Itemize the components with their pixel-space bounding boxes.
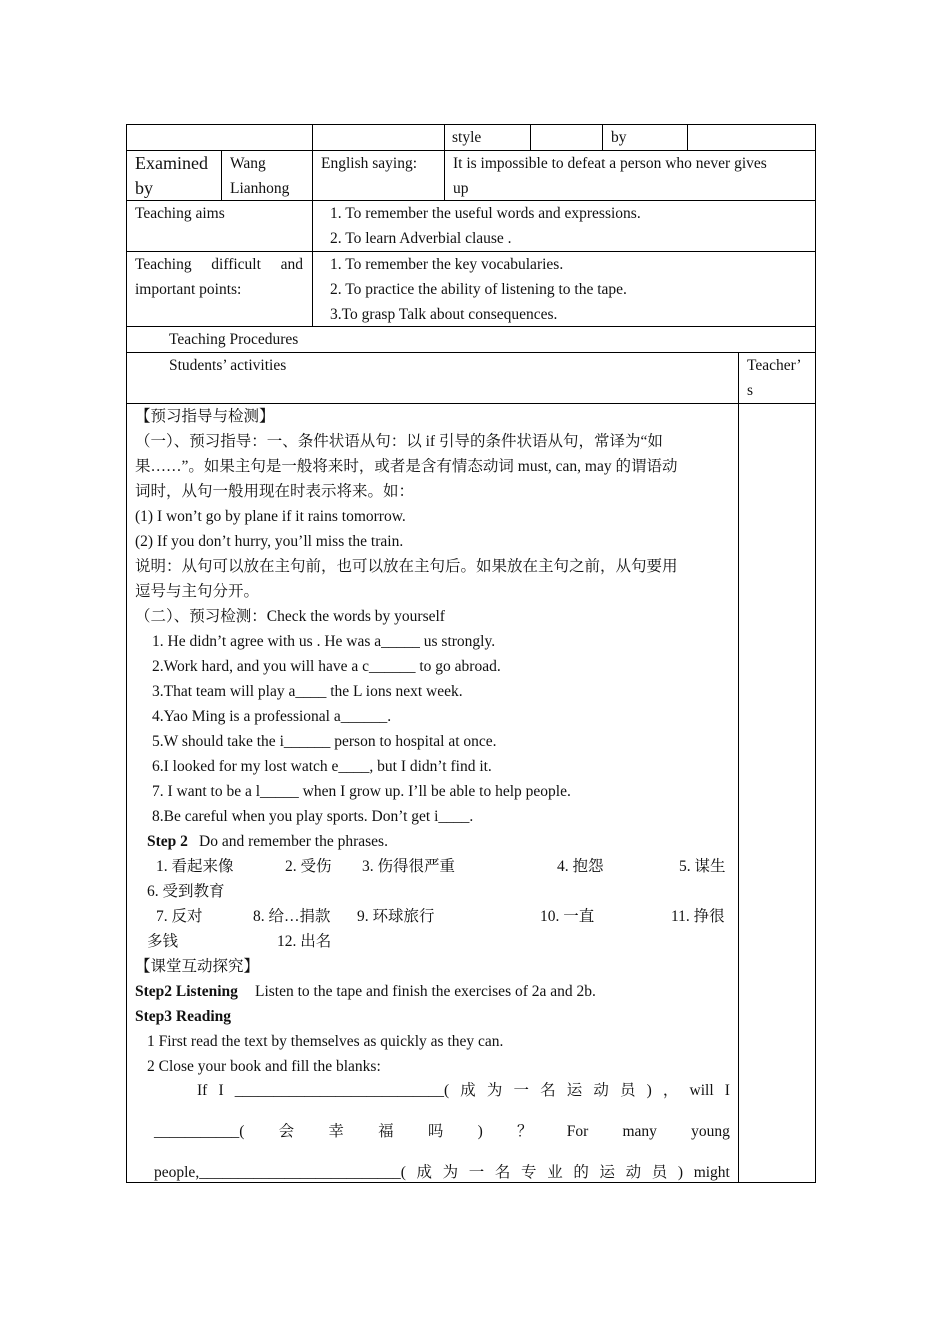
fill-blank-line: ___________( 会 幸 福 吗 ) ？ For many young [154, 1123, 730, 1140]
check-item: 4.Yao Ming is a professional a______. [152, 708, 392, 725]
col-divider [312, 200, 313, 326]
check-item: 1. He didn’t agree with us . He was a_____ us strongly. [152, 633, 496, 650]
phrase-item: 8. 给…捐款 [253, 908, 331, 925]
style-label: style [452, 129, 482, 146]
col-divider [444, 124, 445, 200]
difficult-point-item: 2. To practice the ability of listening to the tape. [330, 281, 627, 298]
step2-text: Do and remember the phrases. [199, 833, 388, 850]
col-divider [312, 124, 313, 200]
phrase-item: 3. 伤得很严重 [362, 858, 456, 875]
phrase-item: 10. 一直 [540, 908, 595, 925]
teachers-column-heading: s [747, 382, 754, 399]
teaching-aim-item: 1. To remember the useful words and expressions. [330, 205, 641, 222]
listening-step-text: Listen to the tape and finish the exercises of 2a and 2b. [255, 983, 596, 1000]
guide-text: 果……”。如果主句是一般将来时，或者是含有情态动词 must, can, may 的谓语动 [135, 458, 678, 475]
phrase-item: 多钱 [147, 933, 179, 950]
col-divider [602, 124, 603, 150]
col-divider [738, 352, 739, 1182]
phrase-item: 4. 抱怨 [557, 858, 604, 875]
check-section-title: （二）、预习检测：Check the words by yourself [135, 608, 445, 625]
phrase-item: 9. 环球旅行 [357, 908, 435, 925]
difficult-points-label: Teaching difficult and [135, 256, 303, 273]
class-section-title: 【课堂互动探究】 [135, 958, 260, 975]
phrase-item: 6. 受到教育 [147, 883, 225, 900]
fill-blank-line: people,__________________________( 成 为 一 名 专 业 的 运 动 员 ) might [154, 1164, 730, 1181]
guide-text: （一）、预习指导：一、条件状语从句：以 if 引导的条件状语从句，常译为“如 [135, 433, 663, 450]
teaching-aims-label: Teaching aims [135, 205, 225, 222]
col-divider [530, 124, 531, 150]
english-saying-text: It is impossible to defeat a person who never gives [453, 155, 767, 172]
phrase-item: 11. 挣很 [671, 908, 725, 925]
english-saying-text: up [453, 180, 469, 197]
examiner-name: Wang [230, 155, 266, 172]
col-divider [687, 124, 688, 150]
teaching-procedures-heading: Teaching Procedures [169, 331, 299, 348]
check-item: 3.That team will play a____ the L ions next week. [152, 683, 463, 700]
check-item: 6.I looked for my lost watch e____, but I didn’t find it. [152, 758, 492, 775]
phrase-item: 12. 出名 [277, 933, 332, 950]
teachers-column-heading: Teacher’ [747, 357, 802, 374]
difficult-points-label: important points: [135, 281, 242, 298]
check-item: 7. I want to be a l_____ when I grow up. I’ll be able to help people. [152, 783, 571, 800]
table-border-right [815, 124, 816, 1183]
check-item: 2.Work hard, and you will have a c______ to go abroad. [152, 658, 501, 675]
table-border-left [126, 124, 127, 1183]
phrase-item: 5. 谋生 [679, 858, 726, 875]
guide-text: 词时，从句一般用现在时表示将来。如： [135, 483, 415, 500]
reading-instruction: 1 First read the text by themselves as quickly as they can. [147, 1033, 504, 1050]
phrase-item: 7. 反对 [156, 908, 203, 925]
col-divider [221, 150, 222, 200]
note-text: 逗号与主句分开。 [135, 583, 260, 600]
examined-by-label: Examined [135, 153, 208, 173]
difficult-point-item: 1. To remember the key vocabularies. [330, 256, 564, 273]
listening-step-label: Step2 Listening [135, 983, 238, 1000]
difficult-point-item: 3.To grasp Talk about consequences. [330, 306, 558, 323]
fill-blank-line: If I ___________________________( 成 为 一 名 运 动 员 ) ， will I [197, 1082, 730, 1099]
examined-by-label: by [135, 178, 153, 198]
reading-instruction: 2 Close your book and fill the blanks: [147, 1058, 381, 1075]
note-text: 说明：从句可以放在主句前，也可以放在主句后。如果放在主句之前，从句要用 [135, 558, 678, 575]
teaching-aim-item: 2. To learn Adverbial clause . [330, 230, 512, 247]
phrase-item: 1. 看起来像 [156, 858, 234, 875]
phrase-item: 2. 受伤 [285, 858, 332, 875]
by-label: by [611, 129, 627, 146]
english-saying-label: English saying: [321, 155, 418, 172]
check-item: 8.Be careful when you play sports. Don’t get i____. [152, 808, 474, 825]
check-item: 5.W should take the i______ person to hospital at once. [152, 733, 497, 750]
preview-section-title: 【预习指导与检测】 [135, 408, 275, 425]
example-sentence: (1) I won’t go by plane if it rains tomorrow. [135, 508, 406, 525]
reading-step-label: Step3 Reading [135, 1008, 232, 1025]
example-sentence: (2) If you don’t hurry, you’ll miss the train. [135, 533, 404, 550]
examiner-name: Lianhong [230, 180, 290, 197]
step2-label: Step 2 [147, 833, 188, 850]
students-activities-heading: Students’ activities [169, 357, 287, 374]
